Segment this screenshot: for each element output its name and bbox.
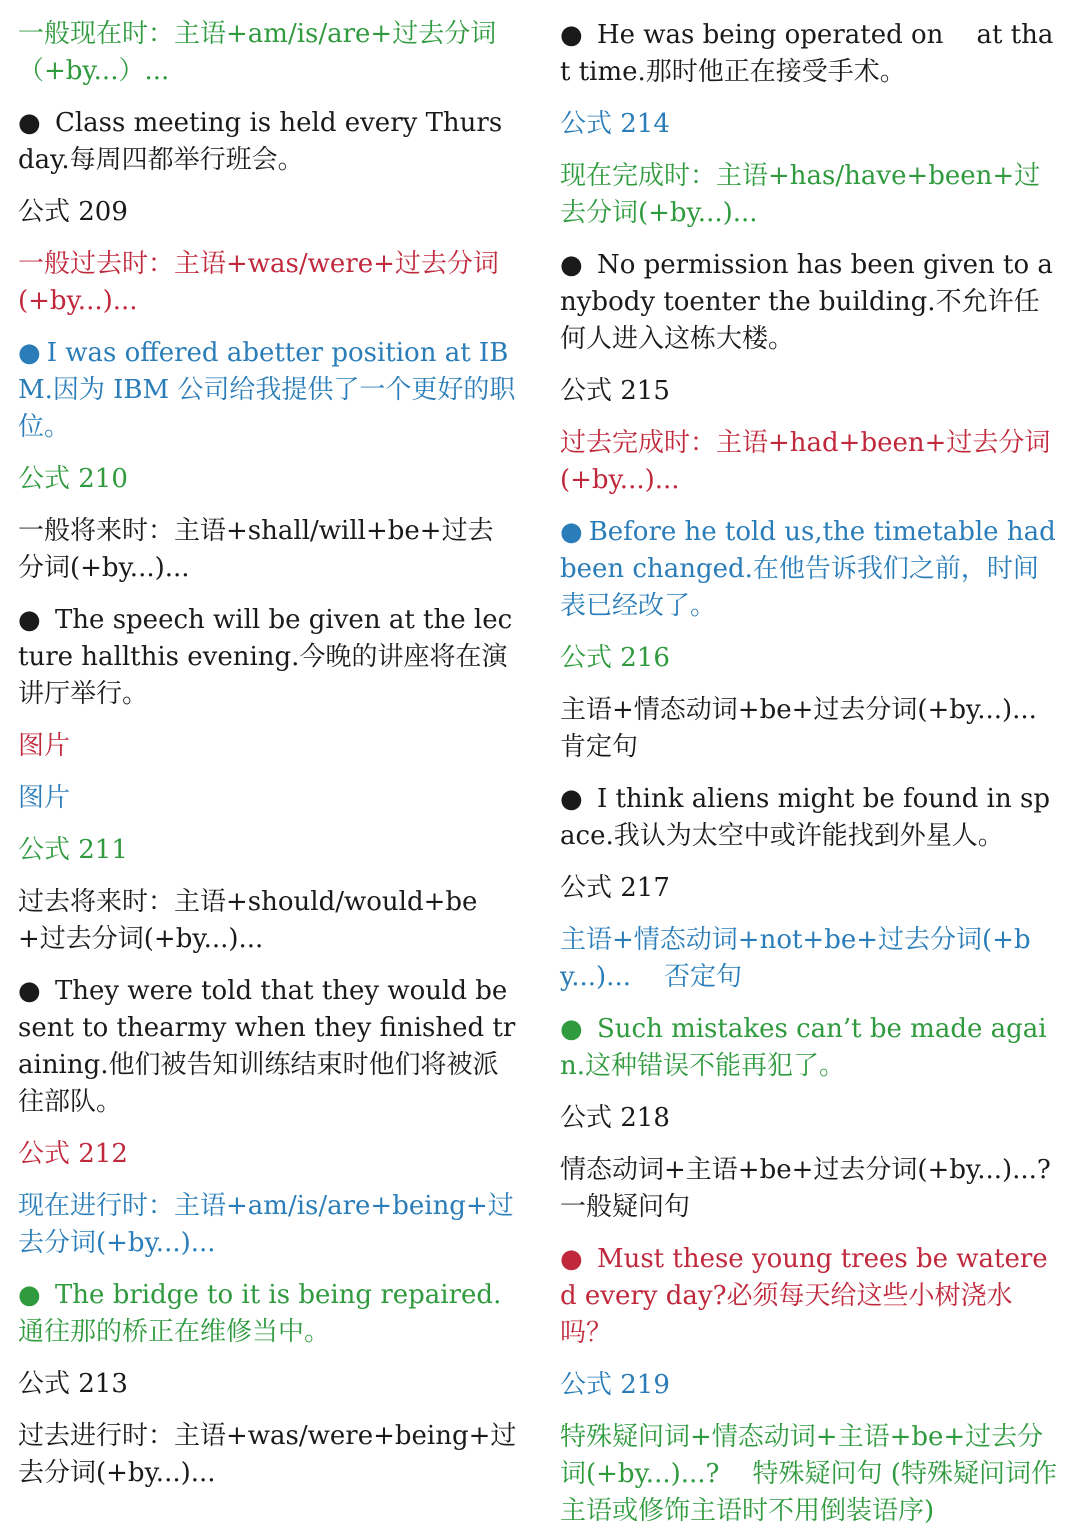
paragraph-text: 公式 210 bbox=[18, 464, 128, 494]
formula-heading bbox=[560, 373, 1060, 410]
paragraph-text: Class meeting is held every Thursday.每周四都举行班会。 bbox=[18, 108, 503, 175]
tense-rule bbox=[560, 158, 1060, 232]
bullet-icon: ● bbox=[560, 250, 583, 280]
bullet-icon: ● bbox=[18, 605, 41, 635]
formula-heading bbox=[560, 870, 1060, 907]
example-sentence bbox=[18, 105, 518, 179]
example-sentence bbox=[560, 17, 1060, 91]
example-sentence bbox=[18, 602, 518, 713]
paragraph-text: 公式 214 bbox=[560, 109, 670, 139]
paragraph-text: 公式 216 bbox=[560, 643, 670, 673]
example-sentence bbox=[18, 335, 518, 446]
image-placeholder bbox=[18, 728, 518, 765]
tense-rule bbox=[18, 246, 518, 320]
paragraph-text: 图片 bbox=[18, 731, 71, 761]
tense-rule bbox=[560, 692, 1060, 766]
paragraph-text: 公式 213 bbox=[18, 1369, 128, 1399]
formula-heading bbox=[18, 1366, 518, 1403]
paragraph-text: Must these young trees be watered every day?必须每天给这些小树浇水吗？ bbox=[560, 1244, 1048, 1348]
example-sentence bbox=[560, 781, 1060, 855]
paragraph-text: He was being operated on at that time.那时他正在接受手术。 bbox=[560, 20, 1054, 87]
paragraph-text: 特殊疑问词+情态动词+主语+be+过去分词(+by...)...? 特殊疑问句 (特殊疑问词作主语或修饰主语时不用倒装语序) bbox=[560, 1422, 1057, 1526]
paragraph-text: No permission has been given to anybody toenter the building.不允许任何人进入这栋大楼。 bbox=[560, 250, 1053, 354]
paragraph-text: Such mistakes can’t be made again.这种错误不能再犯了。 bbox=[560, 1014, 1047, 1081]
formula-heading bbox=[560, 640, 1060, 677]
paragraph-text: 公式 215 bbox=[560, 376, 670, 406]
paragraph-text: I was offered abetter position at IBM.因为 IBM 公司给我提供了一个更好的职位。 bbox=[18, 338, 516, 442]
paragraph-text: 现在完成时：主语+has/have+been+过去分词(+by...)... bbox=[560, 161, 1041, 228]
example-sentence bbox=[18, 1277, 518, 1351]
paragraph-text: They were told that they would be sent to thearmy when they finished training.他们被告知训练结束时他们将被派往部队。 bbox=[18, 976, 516, 1117]
example-sentence bbox=[560, 1241, 1060, 1352]
paragraph-text: 公式 219 bbox=[560, 1370, 670, 1400]
paragraph-text: 主语+情态动词+not+be+过去分词(+by...)... 否定句 bbox=[560, 925, 1031, 992]
tense-rule bbox=[18, 884, 518, 958]
tense-rule bbox=[18, 16, 518, 90]
paragraph-text: The bridge to it is being repaired.通往那的桥正在维修当中。 bbox=[18, 1280, 502, 1347]
paragraph-text: 公式 218 bbox=[560, 1103, 670, 1133]
paragraph-text: 公式 217 bbox=[560, 873, 670, 903]
paragraph-text: 公式 212 bbox=[18, 1139, 128, 1169]
paragraph-text: 一般过去时：主语+was/were+过去分词(+by...)... bbox=[18, 249, 499, 316]
formula-heading bbox=[560, 1100, 1060, 1137]
paragraph-text: 图片 bbox=[18, 783, 71, 813]
tense-rule bbox=[560, 425, 1060, 499]
formula-heading bbox=[18, 832, 518, 869]
bullet-icon: ● bbox=[560, 1244, 583, 1274]
example-sentence bbox=[560, 514, 1064, 625]
tense-rule bbox=[560, 1419, 1060, 1530]
formula-heading bbox=[560, 1367, 1060, 1404]
paragraph-text: 现在进行时：主语+am/is/are+being+过去分词(+by...)... bbox=[18, 1191, 514, 1258]
bullet-icon: ● bbox=[18, 338, 41, 368]
paragraph-text: 过去将来时：主语+should/would+be+过去分词(+by...)... bbox=[18, 887, 478, 954]
bullet-icon: ● bbox=[18, 1280, 41, 1310]
paragraph-text: 过去进行时：主语+was/were+being+过去分词(+by...)... bbox=[18, 1421, 517, 1488]
bullet-icon: ● bbox=[18, 108, 41, 138]
bullet-icon: ● bbox=[560, 517, 583, 547]
paragraph-text: 情态动词+主语+be+过去分词(+by...)...?一般疑问句 bbox=[560, 1155, 1051, 1222]
bullet-icon: ● bbox=[560, 784, 583, 814]
formula-heading bbox=[18, 461, 518, 498]
bullet-icon: ● bbox=[560, 1014, 583, 1044]
bullet-icon: ● bbox=[18, 976, 41, 1006]
tense-rule bbox=[18, 1418, 518, 1492]
example-sentence bbox=[18, 973, 518, 1121]
formula-heading bbox=[560, 106, 1060, 143]
tense-rule bbox=[18, 513, 518, 587]
paragraph-text: 一般现在时：主语+am/is/are+过去分词（+by...）... bbox=[18, 19, 497, 86]
paragraph-text: 一般将来时：主语+shall/will+be+过去分词(+by...)... bbox=[18, 516, 494, 583]
paragraph-text: I think aliens might be found in space.我认为太空中或许能找到外星人。 bbox=[560, 784, 1050, 851]
paragraph-text: 公式 211 bbox=[18, 835, 128, 865]
example-sentence bbox=[560, 1011, 1060, 1085]
example-sentence bbox=[560, 247, 1060, 358]
formula-heading bbox=[18, 1136, 518, 1173]
tense-rule bbox=[560, 922, 1060, 996]
formula-heading bbox=[18, 194, 518, 231]
bullet-icon: ● bbox=[560, 20, 583, 50]
image-placeholder bbox=[18, 780, 518, 817]
paragraph-text: 公式 209 bbox=[18, 197, 128, 227]
paragraph-text: Before he told us,the timetable had been changed.在他告诉我们之前，时间表已经改了。 bbox=[560, 517, 1064, 621]
tense-rule bbox=[18, 1188, 518, 1262]
paragraph-text: 主语+情态动词+be+过去分词(+by...)...肯定句 bbox=[560, 695, 1037, 762]
paragraph-text: The speech will be given at the lecture hallthis evening.今晚的讲座将在演讲厅举行。 bbox=[18, 605, 513, 709]
tense-rule bbox=[560, 1152, 1060, 1226]
paragraph-text: 过去完成时：主语+had+been+过去分词(+by...)... bbox=[560, 428, 1051, 495]
